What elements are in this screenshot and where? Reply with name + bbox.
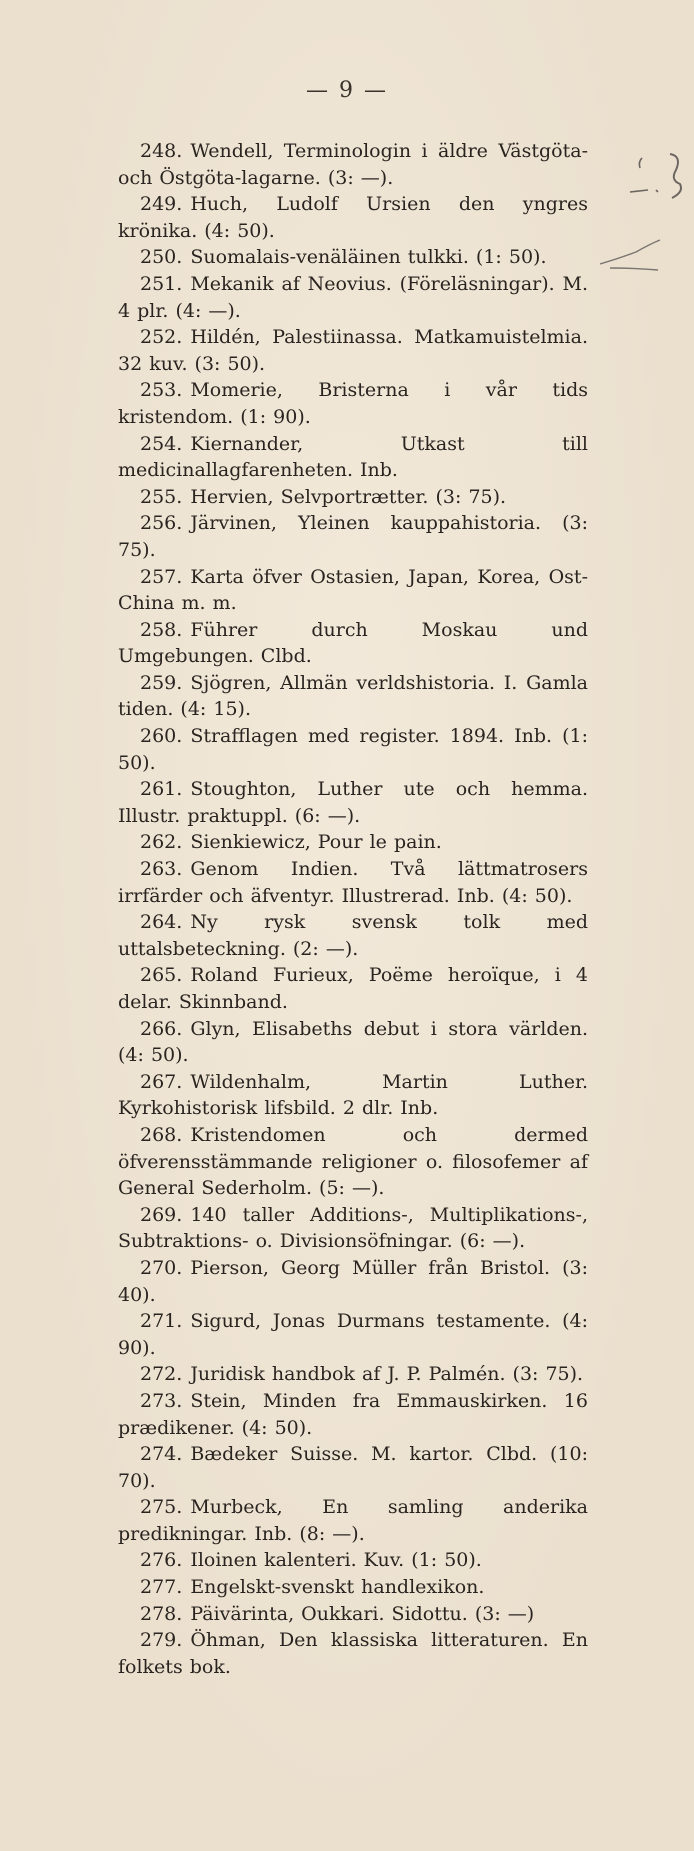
entry-text: Führer durch Moskau und Umgebungen. Clbd.	[118, 618, 588, 668]
entry-number: 266.	[140, 1017, 183, 1040]
catalogue-entry	[118, 564, 588, 617]
entry-number: 254.	[140, 432, 183, 455]
entry-number: 270.	[140, 1256, 183, 1279]
catalogue-entry	[118, 1016, 588, 1069]
entry-number: 258.	[140, 618, 183, 641]
entry-number: 249.	[140, 193, 183, 216]
entry-text: Hildén, Palestiinassa. Matkamuistelmia. 32 kuv. (3: 50).	[118, 326, 588, 375]
entry-number: 253.	[140, 379, 183, 402]
catalogue-entry-list	[118, 138, 588, 1680]
entry-text: Ny rysk svensk tolk med uttalsbeteckning. (2: —).	[118, 911, 588, 960]
entry-number: 261.	[140, 778, 183, 801]
catalogue-entry	[118, 1069, 588, 1122]
entry-number: 268.	[140, 1123, 183, 1146]
catalogue-entry	[118, 962, 588, 1015]
entry-text: Öhman, Den klassiska litteraturen. En folkets bok.	[118, 1629, 588, 1678]
catalogue-entry	[118, 1547, 588, 1574]
entry-text: Wildenhalm, Martin Luther. Kyrkohistorisk lifsbild. 2 dlr. Inb.	[118, 1070, 588, 1120]
entry-number: 275.	[140, 1496, 183, 1519]
catalogue-entry	[118, 1255, 588, 1308]
catalogue-entry	[118, 1574, 588, 1601]
catalogue-entry	[118, 723, 588, 776]
catalogue-entry	[118, 1202, 588, 1255]
entry-text: Karta öfver Ostasien, Japan, Korea, Ost-China m. m.	[118, 565, 588, 615]
entry-text: Genom Indien. Två lättmatrosers irrfärder och äfventyr. Illustrerad. Inb. (4: 50).	[118, 858, 588, 907]
entry-text: Suomalais-venäläinen tulkki. (1: 50).	[190, 246, 547, 269]
entry-text: Kristendomen och dermed öfverensstämmande religioner o. filosofemer af General Sederholm. (5: —).	[118, 1123, 588, 1200]
entry-number: 272.	[140, 1363, 183, 1386]
entry-number: 276.	[140, 1549, 183, 1572]
entry-text: Juridisk handbok af J. P. Palmén. (3: 75).	[190, 1363, 584, 1386]
catalogue-entry	[118, 1627, 588, 1680]
catalogue-entry	[118, 138, 588, 191]
entry-number: 265.	[140, 964, 183, 987]
catalogue-entry	[118, 244, 588, 271]
entry-text: Strafflagen med register. 1894. Inb. (1: 50).	[118, 725, 588, 774]
entry-number: 251.	[140, 272, 183, 295]
entry-number: 274.	[140, 1443, 183, 1466]
entry-text: Stein, Minden fra Emmauskirken. 16 prædikener. (4: 50).	[118, 1389, 588, 1439]
entry-text: Pierson, Georg Müller från Bristol. (3: 40).	[118, 1256, 588, 1306]
catalogue-entry	[118, 510, 588, 563]
pencil-annotation-mark	[600, 140, 690, 320]
entry-text: Bædeker Suisse. M. kartor. Clbd. (10: 70).	[118, 1443, 588, 1492]
catalogue-entry	[118, 776, 588, 829]
page-number: — 9 —	[306, 78, 388, 103]
entry-number: 256.	[140, 512, 183, 535]
catalogue-entry	[118, 909, 588, 962]
catalogue-entry	[118, 670, 588, 723]
entry-number: 271.	[140, 1310, 183, 1333]
entry-text: Iloinen kalenteri. Kuv. (1: 50).	[190, 1549, 482, 1572]
catalogue-entry	[118, 191, 588, 244]
catalogue-entry	[118, 271, 588, 324]
entry-text: Sigurd, Jonas Durmans testamente. (4: 90).	[118, 1310, 588, 1359]
entry-text: Murbeck, En samling anderika predikningar. Inb. (8: —).	[118, 1496, 588, 1545]
entry-number: 267.	[140, 1070, 183, 1093]
entry-text: Wendell, Terminologin i äldre Västgöta- och Östgöta-lagarne. (3: —).	[118, 140, 588, 189]
entry-number: 263.	[140, 858, 183, 881]
entry-text: Huch, Ludolf Ursien den yngres krönika. (4: 50).	[118, 193, 588, 242]
catalogue-entry	[118, 856, 588, 909]
catalogue-entry	[118, 1441, 588, 1494]
entry-number: 269.	[140, 1203, 183, 1226]
catalogue-entry	[118, 1122, 588, 1202]
catalogue-entry	[118, 1601, 588, 1628]
entry-number: 277.	[140, 1576, 183, 1599]
catalogue-entry	[118, 484, 588, 511]
entry-text: Järvinen, Yleinen kauppahistoria. (3: 75).	[118, 512, 588, 561]
entry-text: Momerie, Bristerna i vår tids kristendom. (1: 90).	[118, 379, 588, 428]
catalogue-entry	[118, 1494, 588, 1547]
catalogue-entry	[118, 617, 588, 670]
entry-number: 262.	[140, 831, 183, 854]
entry-number: 250.	[140, 246, 183, 269]
catalogue-entry	[118, 829, 588, 856]
entry-number: 252.	[140, 326, 183, 349]
entry-number: 273.	[140, 1389, 183, 1412]
entry-text: Päivärinta, Oukkari. Sidottu. (3: —)	[190, 1602, 535, 1625]
catalogue-entry	[118, 1388, 588, 1441]
catalogue-entry	[118, 377, 588, 430]
entry-number: 278.	[140, 1602, 183, 1625]
entry-number: 248.	[140, 140, 183, 162]
entry-text: Kiernander, Utkast till medicinallagfarenheten. Inb.	[118, 432, 588, 482]
entry-text: Engelskt-svenskt handlexikon.	[190, 1576, 485, 1599]
catalogue-entry	[118, 431, 588, 484]
entry-text: Hervien, Selvportrætter. (3: 75).	[190, 485, 507, 508]
catalogue-entry	[118, 324, 588, 377]
catalogue-entry	[118, 1361, 588, 1388]
entry-text: Stoughton, Luther ute och hemma. Illustr. praktuppl. (6: —).	[118, 778, 588, 827]
entry-text: Glyn, Elisabeths debut i stora världen. (4: 50).	[118, 1017, 588, 1067]
entry-text: Sjögren, Allmän verldshistoria. I. Gamla tiden. (4: 15).	[118, 671, 588, 721]
entry-number: 255.	[140, 485, 183, 508]
entry-number: 260.	[140, 725, 183, 748]
entry-text: Sienkiewicz, Pour le pain.	[190, 831, 442, 854]
entry-number: 259.	[140, 671, 183, 694]
catalogue-entry	[118, 1308, 588, 1361]
entry-number: 279.	[140, 1629, 183, 1652]
entry-number: 264.	[140, 911, 183, 934]
entry-number: 257.	[140, 565, 183, 588]
entry-text: Roland Furieux, Poëme heroïque, i 4 delar. Skinnband.	[118, 964, 588, 1013]
entry-text: Mekanik af Neovius. (Föreläsningar). M. 4 plr. (4: —).	[118, 272, 588, 322]
entry-text: 140 taller Additions-, Multiplikations-, Subtraktions- o. Divisionsöfningar. (6: —).	[118, 1203, 588, 1253]
